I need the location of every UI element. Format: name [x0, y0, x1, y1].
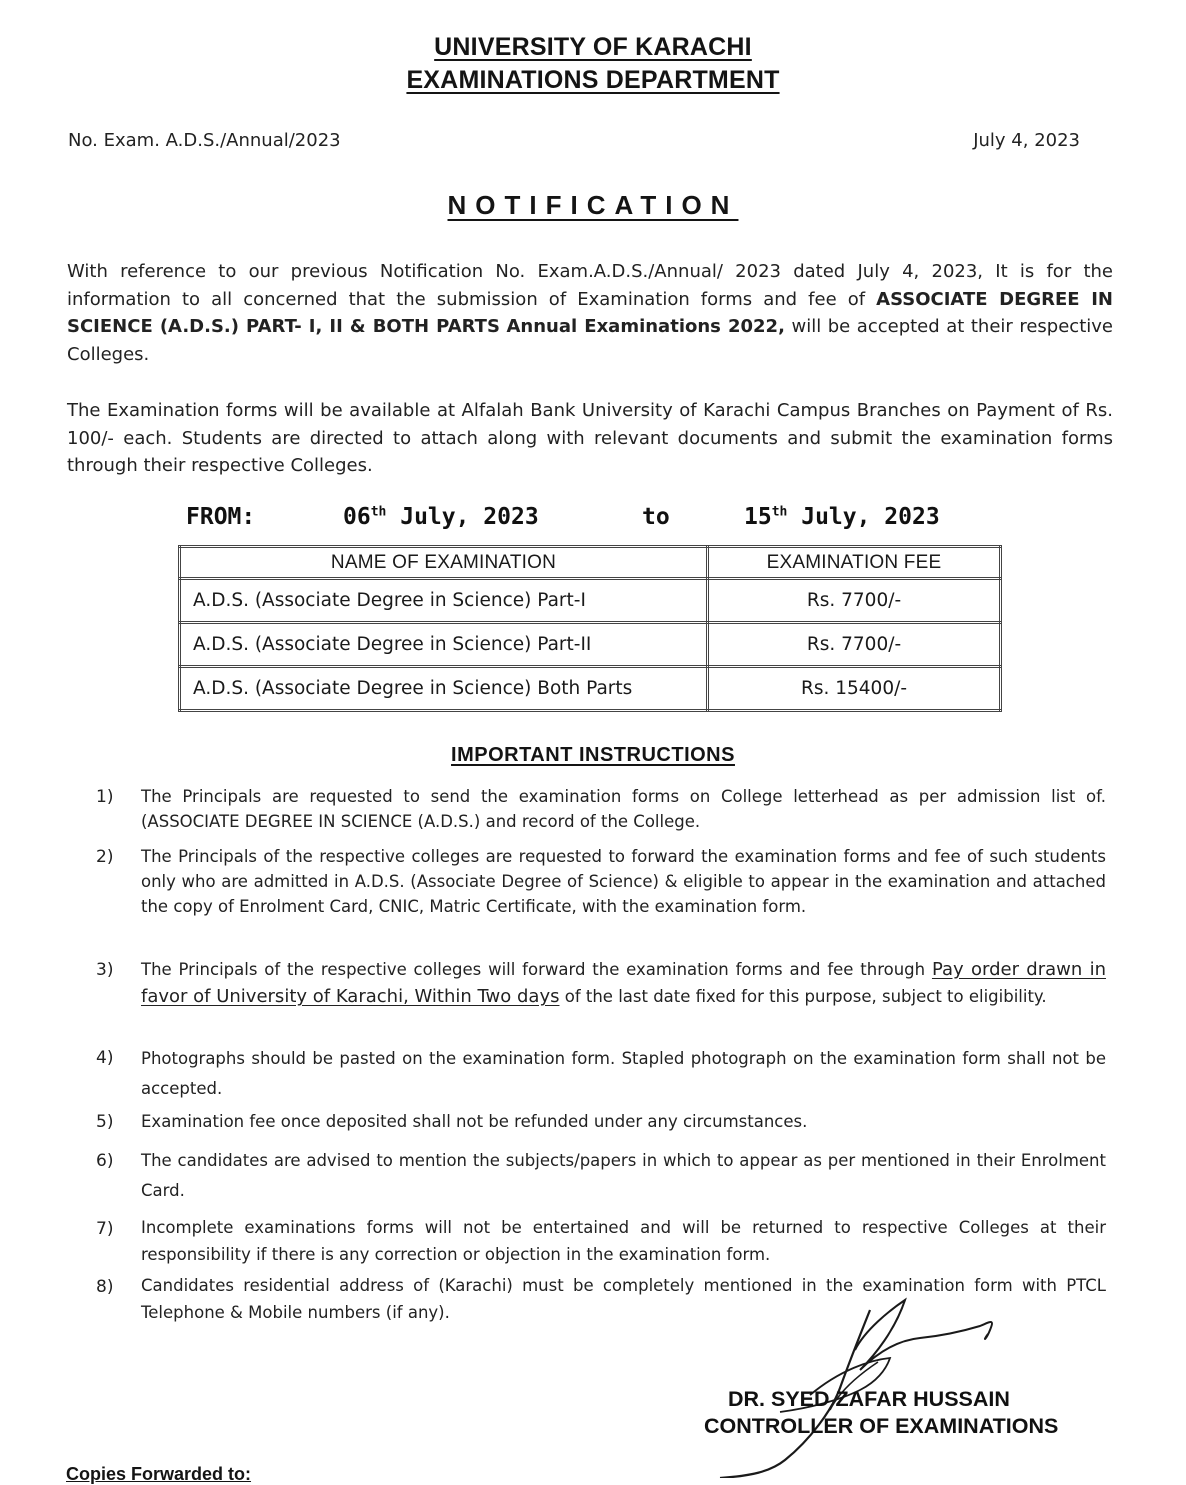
handwritten-signature	[690, 1290, 1020, 1478]
exam-fee-cell: Rs. 15400/-	[708, 667, 1001, 711]
forms-availability-paragraph: The Examination forms will be available at Alfalah Bank University of Karachi Campus Branches on Payment of Rs. 100/- each. Students are directed to attach along with relevant documents and submit the examination forms through their respective Colleges.	[67, 400, 1113, 476]
end-day-suffix: th	[771, 504, 788, 520]
start-date	[343, 504, 539, 530]
instruction-item	[141, 956, 1106, 1010]
table-row	[180, 623, 1001, 667]
instruction-item: Incomplete examinations forms will not be entertained and will be returned to respective Colleges at their responsibility if there is any correction or objection in the examination form.	[141, 1218, 1106, 1264]
end-month-year: July, 2023	[801, 504, 940, 530]
to-label: to	[642, 504, 670, 530]
instruction-number: 5)	[96, 1112, 114, 1132]
notification-date: July 4, 2023	[973, 130, 1080, 151]
notification-title: NOTIFICATION	[447, 190, 739, 220]
end-day: 15	[744, 504, 772, 530]
department-name: EXAMINATIONS DEPARTMENT	[406, 66, 780, 94]
table-row	[180, 579, 1001, 623]
program-name: ASSOCIATE DEGREE IN SCIENCE (A.D.S.) PART- I, II & BOTH PARTS	[67, 288, 1113, 337]
intro-paragraph	[67, 258, 1113, 368]
instruction-number: 6)	[96, 1151, 114, 1171]
instruction-number: 2)	[96, 847, 114, 867]
exam-name-cell: A.D.S. (Associate Degree in Science) Both Parts	[180, 667, 708, 711]
copies-forwarded-label: Copies Forwarded to:	[66, 1464, 252, 1484]
table-row	[180, 667, 1001, 711]
instruction-number: 1)	[96, 787, 114, 807]
instruction-item: Candidates residential address of (Karachi) must be completely mentioned in the examination form with PTCL Telephone & Mobile numbers (if any).	[141, 1276, 1106, 1322]
intro-outro: will be accepted at their respective Colleges.	[67, 316, 1113, 365]
instruction-item: Photographs should be pasted on the examination form. Stapled photograph on the examination form shall not be accepted.	[141, 1049, 1106, 1098]
payment-terms: Pay order drawn in favor of University of Karachi, Within Two days	[141, 959, 1107, 1007]
instruction-number: 8)	[96, 1277, 114, 1297]
instruction-item: The Principals are requested to send the examination forms on College letterhead as per admission list of. (ASSOCIATE DEGREE IN SCIENCE (A.D.S.) and record of the College.	[141, 787, 1106, 831]
exam-name-cell: A.D.S. (Associate Degree in Science) Part-I	[180, 579, 708, 623]
instruction-text: The Principals of the respective colleges will forward the examination forms and fee through	[141, 960, 926, 979]
fee-table-header	[180, 547, 1001, 579]
signatory-name: DR. SYED ZAFAR HUSSAIN	[728, 1387, 1010, 1411]
column-header-fee: EXAMINATION FEE	[708, 547, 1001, 579]
instruction-number: 7)	[96, 1219, 114, 1239]
instruction-item: Examination fee once deposited shall not be refunded under any circumstances.	[141, 1112, 808, 1131]
instruction-item: The Principals of the respective colleges are requested to forward the examination forms and fee of such students only who are admitted in A.D.S. (Associate Degree of Science) & eligible to appear in the examination and attached the copy of Enrolment Card, CNIC, Matric Certificate, with the examination form.	[141, 847, 1106, 916]
column-header-exam: NAME OF EXAMINATION	[180, 547, 708, 579]
reference-number: No. Exam. A.D.S./Annual/2023	[68, 130, 341, 151]
instructions-title: IMPORTANT INSTRUCTIONS	[451, 744, 735, 766]
start-month-year: July, 2023	[400, 504, 539, 530]
instruction-number: 4)	[96, 1048, 114, 1068]
exam-session: Annual Examinations 2022,	[506, 316, 785, 337]
intro-text: With reference to our previous Notification No. Exam.A.D.S./Annual/ 2023 dated July 4, 2023, It is for the information to all concerned that the submission of Examination forms and fee of	[67, 261, 1113, 310]
exam-name-cell: A.D.S. (Associate Degree in Science) Part-II	[180, 623, 708, 667]
start-day: 06	[343, 504, 371, 530]
signatory-designation: CONTROLLER OF EXAMINATIONS	[704, 1414, 1059, 1438]
exam-fee-cell: Rs. 7700/-	[708, 623, 1001, 667]
instruction-item: The candidates are advised to mention the subjects/papers in which to appear as per mentioned in their Enrolment Card.	[141, 1151, 1106, 1200]
university-name: UNIVERSITY OF KARACHI	[434, 33, 752, 61]
instruction-text: of the last date fixed for this purpose, subject to eligibility.	[564, 987, 1047, 1006]
from-label: FROM:	[186, 504, 256, 530]
end-date	[744, 504, 940, 530]
exam-fee-cell: Rs. 7700/-	[708, 579, 1001, 623]
fee-table	[178, 545, 1002, 712]
instruction-number: 3)	[96, 960, 114, 980]
start-day-suffix: th	[370, 504, 387, 520]
